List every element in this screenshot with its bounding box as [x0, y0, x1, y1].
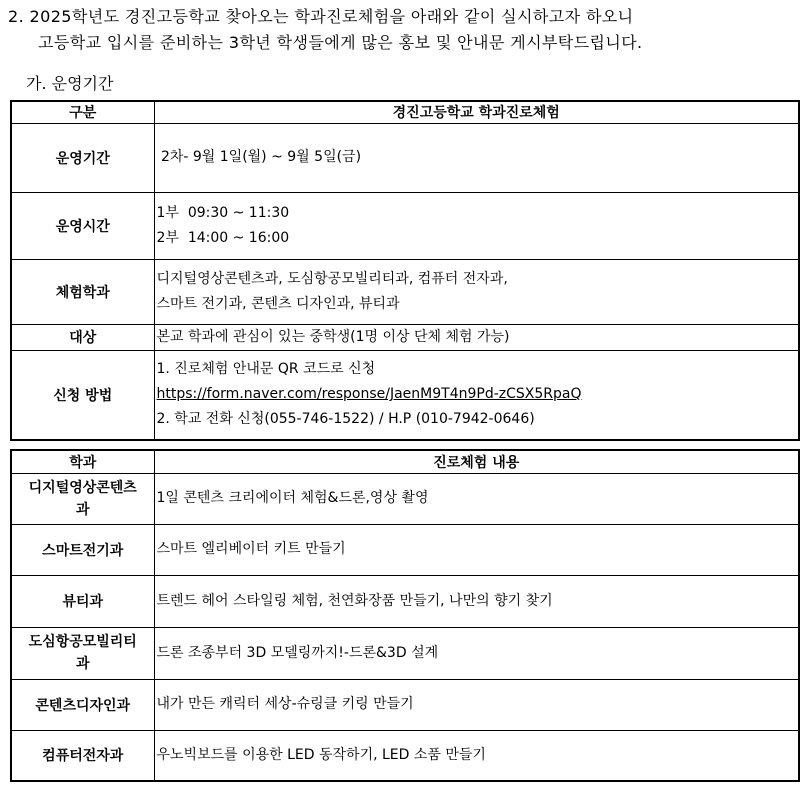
- table-row: [11, 324, 799, 350]
- dept-label-line: 디지털영상콘텐츠: [28, 479, 137, 496]
- table-row: [11, 350, 799, 440]
- dept-label-digital-media: [11, 473, 154, 524]
- dept-label-line: 과: [75, 501, 90, 518]
- section-title: 가. 운영기간: [26, 74, 114, 93]
- table-header-row: [11, 450, 799, 473]
- row-label-apply: 신청 방법: [11, 350, 154, 440]
- dept-label-smart-electric: 스마트전기과: [11, 524, 154, 575]
- table-row: [11, 575, 799, 627]
- dept-content-digital-media: 1일 콘텐츠 크리에이터 체험&드론,영상 촬영: [154, 473, 799, 524]
- departments-line-2: 스마트 전기과, 콘텐츠 디자인과, 뷰티과: [156, 295, 400, 312]
- table-row: [11, 627, 799, 679]
- dept-label-computer-electronics: 컴퓨터전자과: [11, 730, 154, 781]
- dept-label-beauty: 뷰티과: [11, 575, 154, 627]
- intro-line-1: 2. 2025학년도 경진고등학교 찾아오는 학과진로체험을 아래와 같이 실시하고자 하오니: [8, 7, 634, 26]
- time-session-2: 2부 14:00 ~ 16:00: [156, 229, 290, 246]
- program-content-table: [10, 449, 800, 782]
- table-row: [11, 730, 799, 781]
- table-row: [11, 123, 799, 192]
- apply-form-link[interactable]: https://form.naver.com/response/JaenM9T4n9Pd-zCSX5RpaQ: [156, 386, 582, 403]
- header-category: 구분: [11, 101, 154, 123]
- dept-content-smart-electric: 스마트 엘리베이터 키트 만들기: [154, 524, 799, 575]
- row-label-target: 대상: [11, 324, 154, 350]
- header-program: 경진고등학교 학과진로체험: [154, 101, 799, 123]
- intro-paragraph: [8, 4, 643, 56]
- apply-line-1: 1. 진로체험 안내문 QR 코드로 신청: [156, 361, 376, 378]
- dept-label-content-design: 콘텐츠디자인과: [11, 679, 154, 730]
- table-row: [11, 524, 799, 575]
- dept-content-content-design: 내가 만든 캐릭터 세상-슈링클 키링 만들기: [154, 679, 799, 730]
- dept-label-line: 도심항공모빌리티: [28, 634, 137, 650]
- table-row: [11, 192, 799, 259]
- row-value-apply: [154, 350, 799, 440]
- row-label-departments: 체험학과: [11, 259, 154, 324]
- apply-line-3: 2. 학교 전화 신청(055-746-1522) / H.P (010-7942-0646): [156, 411, 535, 428]
- target-text: 본교 학과에 관심이 있는 중학생(1명 이상 단체 체험 가능): [156, 328, 510, 345]
- table-header-row: [11, 101, 799, 123]
- intro-line-2: 고등학교 입시를 준비하는 3학년 학생들에게 많은 홍보 및 안내문 게시부탁드립니다.: [38, 33, 643, 52]
- row-value-departments: [154, 259, 799, 324]
- dept-label-urban-air-mobility: [11, 627, 154, 679]
- row-value-time: [154, 192, 799, 259]
- row-value-period: [154, 123, 799, 192]
- row-label-time: 운영시간: [11, 192, 154, 259]
- header-content: 진로체험 내용: [154, 450, 799, 473]
- dept-label-line: 과: [75, 656, 90, 672]
- dept-content-beauty: 트렌드 헤어 스타일링 체험, 천연화장품 만들기, 나만의 향기 찾기: [154, 575, 799, 627]
- table-row: [11, 259, 799, 324]
- row-value-target: [154, 324, 799, 350]
- dept-content-urban-air-mobility: 드론 조종부터 3D 모델링까지!-드론&3D 설계: [154, 627, 799, 679]
- row-label-period: 운영기간: [11, 123, 154, 192]
- schedule-table: [10, 100, 800, 441]
- period-text: 2차- 9월 1일(월) ~ 9월 5일(금): [156, 149, 362, 165]
- dept-content-computer-electronics: 우노빅보드를 이용한 LED 동작하기, LED 소품 만들기: [154, 730, 799, 781]
- departments-line-1: 디지털영상콘텐츠과, 도심항공모빌리티과, 컴퓨터 전자과,: [156, 270, 508, 287]
- table-row: [11, 679, 799, 730]
- table-row: [11, 473, 799, 524]
- header-department: 학과: [11, 450, 154, 473]
- time-session-1: 1부 09:30 ~ 11:30: [156, 204, 290, 221]
